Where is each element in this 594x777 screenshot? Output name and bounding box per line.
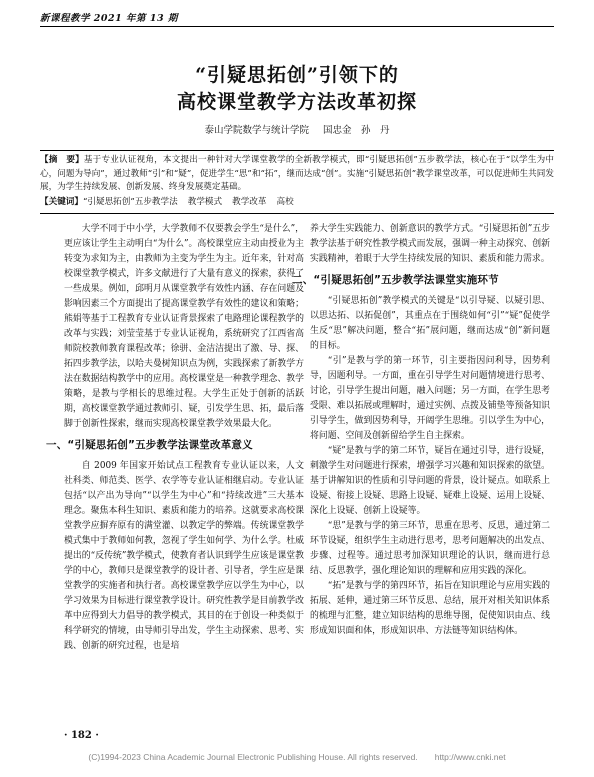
keyword: “引疑思拓创”五步教学法: [82, 196, 178, 207]
journal-header: 新课程教学 2021 年第 13 期: [40, 13, 178, 24]
body-paragraph: 自 2009 年国家开始试点工程教育专业认证以来，人文社科类、师范类、医学、农学等专业认证相继启动。专业认证包括“以产出为导向”“以学生为中心”和“持续改进”三大基本理念。聚焦本科生知识、素质和能力的培养。这就要求高校课堂教学应摒弃原有的满堂灌、以教定学的弊端。传统课堂教学模式集中于教师如何教，忽视了学生如何学、为什么学。杜威提出的“反传统”教学模式，使教育者认识到学生应该是课堂教学的中心，教师只是课堂教学的设计者、引导者，学生应是课堂教学的实施者和执行者。高校课堂教学应以学生为中心，以学习效果为目标进行课堂教学设计。研究性教学是目前教学改革中应得到大力倡导的教学模式，其目的在于创设一种类似于科学研究的情境，由导师引导出发，学生主动探索、思考、实践、创新的研究过程，也是培: [64, 461, 304, 651]
body-paragraph: “引”是教与学的第一环节，引主要指因问利导，因势利导，因题利导。一方面，重在引导学生对问题情境进行思考、讨论，引导学生提出问题，融入问题；另一方面，在学生思考受限、难以拓展或理解时，通过实例、点拨及铺垫等预备知识引导学生，做到因势利导，开阔学生思维。引以学生为中心，将问题、空间及创新留给学生自主探索。: [310, 356, 550, 441]
section-heading: 一、“引疑思拓创”五步教学法课堂改革意义: [46, 439, 253, 451]
affiliation-unit: 泰山学院数学与统计学院: [204, 125, 309, 136]
article-title-line1: “引疑思拓创”引领下的: [195, 64, 399, 86]
header-rule: [40, 26, 554, 27]
section-heading: 二、“引疑思拓创”五步教学法课堂实施环节: [292, 274, 499, 286]
copyright-footer: (C)1994-2023 China Academic Journal Electronic Publishing House. All rights reserved. http://www.cnki.net: [88, 752, 506, 762]
body-paragraph: 养大学生实践能力、创新意识的教学方式。“引疑思拓创”五步教学法基于研究性教学模式而发展，强调一种主动探究、创新实践精神，着眼于大学生持续发展的知识、素质和能力需求。: [310, 224, 550, 264]
abstract-text: 基于专业认证视角，本文提出一种针对大学课堂教学的全新教学模式，即“引疑思拓创”五步教学法，核心在于“以学生为中心，问题为导向”，通过教师“引”和“疑”，促进学生“思”和“拓”，继而达成“创”。实施“引疑思拓创”教学课堂改革，可以促进师生共同发展，为学生持续发展、创新发展、终身发展奠定基础。: [40, 155, 554, 192]
body-paragraph: “疑”是教与学的第二环节，疑旨在通过引导，进行设疑，刺激学生对问题进行探索，增强学习兴趣和知识探索的欲望。基于讲解知识的性质和引导问题的背景，设计疑点。如联系上设疑、衔接上设疑、思路上设疑、疑难上设疑、运用上设疑、深化上设疑、创新上设疑等。: [310, 446, 550, 516]
article-title-line2: 高校课堂教学方法改革初探: [176, 91, 417, 113]
body-paragraph: “引疑思拓创”教学模式的关键是“以引导疑、以疑引思、以思达拓、以拓促创”，其重点在于围绕如何“引”“疑”促使学生反“思”解决问题，整合“拓”展问题，继而达成“创”新问题的目标。: [310, 296, 550, 351]
abstract-label: 【摘 要】: [40, 155, 84, 165]
keyword: 教学模式: [187, 196, 223, 207]
body-paragraph: “拓”是教与学的第四环节，拓旨在知识理论与应用实践的拓展、延伸，通过第三环节反思、总结，展开对相关知识体系的梳理与汇整，建立知识结构的思维导图，促使知识由点、线形成知识面和体，形成知识串、方法链等知识结构体。: [310, 581, 550, 636]
body-paragraph: “思”是教与学的第三环节，思重在思考、反思，通过第二环节设疑，组织学生主动进行思考，思考问题解决的出发点、步骤、过程等。通过思考加深知识理论的认识，继而进行总结、反思教学，强化理论知识的理解和应用实践的深化。: [310, 521, 550, 576]
page-number: · 182 ·: [64, 730, 99, 741]
body-column-right: [292, 222, 550, 639]
keywords-line: [40, 196, 554, 210]
keyword: 教学改革: [232, 196, 267, 207]
abstract-box: [40, 150, 554, 214]
affiliation-authors: 国忠金 孙 丹: [323, 125, 390, 136]
keyword: 高校: [276, 196, 294, 207]
affiliation: [0, 122, 594, 136]
body-paragraph: 大学不同于中小学，大学教师不仅要教会学生“是什么”，更应该让学生主动明白“为什么”。高校课堂应主动由授业为主转变为求知为主，由教师为主变为学生为主。近年来，针对高校课堂教学模式，许多文献进行了大量有意义的探索，获得了一些成果。例如，邱明月从课堂教学有效性内涵、存在问题及影响因素三个方面提出了提高课堂教学有效性的建议和策略；熊娟等基于工程教育专业认证背景探索了电路理论课程教学的改革与实践；刘莹莹基于专业认证视角，系统研究了江西省高师院校教师教育课程改革；徐骈、金洁洁提出了激、导、探、拓四步教学法，以哈夫曼树知识点为例，实践探索了新教学方法在数据结构教学中的应用。高校课堂是一种教学理念、教学策略，是教与学相长的思维过程。大学生正处于创新的活跃期，高校课堂教学通过教师引、疑，引发学生思、拓，最后落脚于创新性探索，继而实现高校课堂教学效果最大化。: [64, 224, 304, 429]
keywords-label: 【关键词】: [40, 196, 83, 207]
body-column-left: [46, 222, 304, 654]
abstract-paragraph: [40, 154, 554, 195]
